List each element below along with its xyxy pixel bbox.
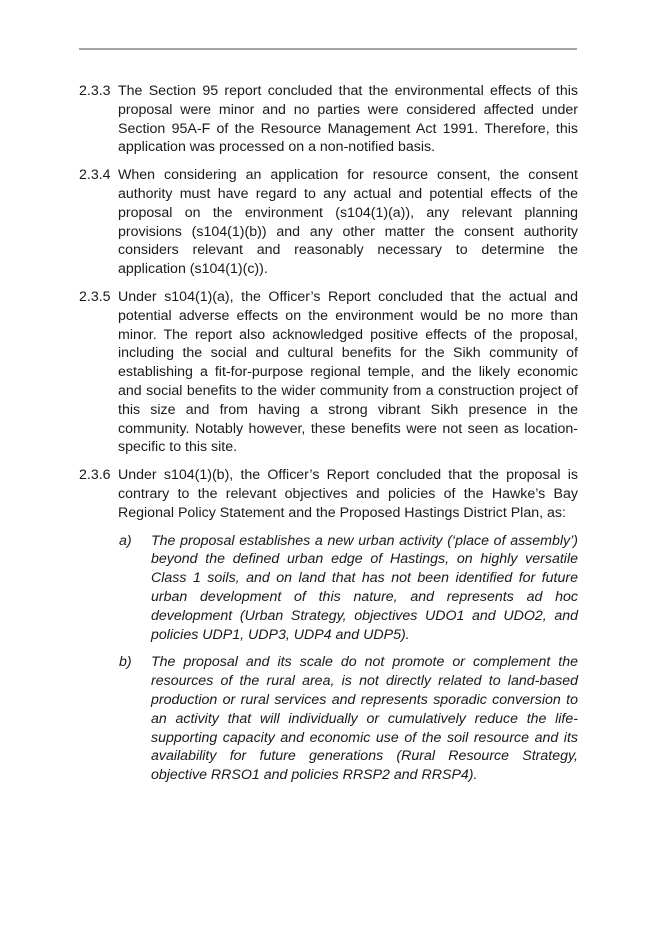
paragraph-text: When considering an application for resource consent, the consent authority must have regard to any actual and potential effects of the proposal on the environment (s104(1)(a)), any relevant planning provisions (s104(1)(b)) and any other matter the consent authority considers relevant and reasonably necessary to determine the application (s104(1)(c)).: [118, 167, 578, 278]
sub-item-list: [79, 532, 578, 785]
paragraph-number: 2.3.5: [79, 288, 111, 305]
paragraph-2-3-4: [79, 166, 578, 279]
sub-item-label: a): [119, 532, 132, 549]
paragraph-text: Under s104(1)(a), the Officer’s Report concluded that the actual and potential adverse effects on the environment would be no more than minor. The report also acknowledged positive effects of the proposal, including the social and cultural benefits for the Sikh community of establishing a fit-for-purpose regional temple, and the likely economic and social benefits to the wider community from a construction project of this size and from having a strong vibrant Sikh presence in the community. Notably however, these benefits were not seen as location-specific to this site.: [118, 288, 578, 456]
paragraph-number: 2.3.3: [79, 83, 111, 99]
paragraph-2-3-5: [79, 288, 578, 457]
header-rule: [79, 48, 577, 50]
document-body: [79, 82, 578, 794]
paragraph-number: 2.3.6: [79, 467, 111, 484]
sub-item-text: The proposal and its scale do not promote or complement the resources of the rural area, is not directly related to land-based production or rural services and represents sporadic conversion to an activity that will individually or cumulatively reduce the life-supporting capacity and economic use of the soil resource and its availability for future generations (Rural Resource Strategy, objective RRSO1 and policies RRSP2 and RRSP4).: [151, 654, 578, 784]
paragraph-text: The Section 95 report concluded that the environmental effects of this proposal were minor and no parties were considered affected under Section 95A-F of the Resource Management Act 1991. Therefore, this application was processed on a non-notified basis.: [118, 83, 578, 156]
sub-item-b: [79, 653, 578, 785]
sub-item-text: The proposal establishes a new urban activity (‘place of assembly’) beyond the defined urban edge of Hastings, on highly versatile Class 1 soils, and on land that has not been identified for future urban development of this nature, and represents ad hoc development (Urban Strategy, objectives UDO1 and UDO2, and policies UDP1, UDP3, UDP4 and UDP5).: [151, 532, 578, 643]
paragraph-2-3-3: [79, 82, 578, 157]
sub-item-a: [79, 532, 578, 645]
sub-item-label: b): [119, 654, 132, 671]
paragraph-2-3-6: [79, 466, 578, 522]
paragraph-number: 2.3.4: [79, 167, 111, 184]
paragraph-text: Under s104(1)(b), the Officer’s Report concluded that the proposal is contrary to the relevant objectives and policies of the Hawke’s Bay Regional Policy Statement and the Proposed Hastings District Plan, as:: [118, 467, 578, 521]
